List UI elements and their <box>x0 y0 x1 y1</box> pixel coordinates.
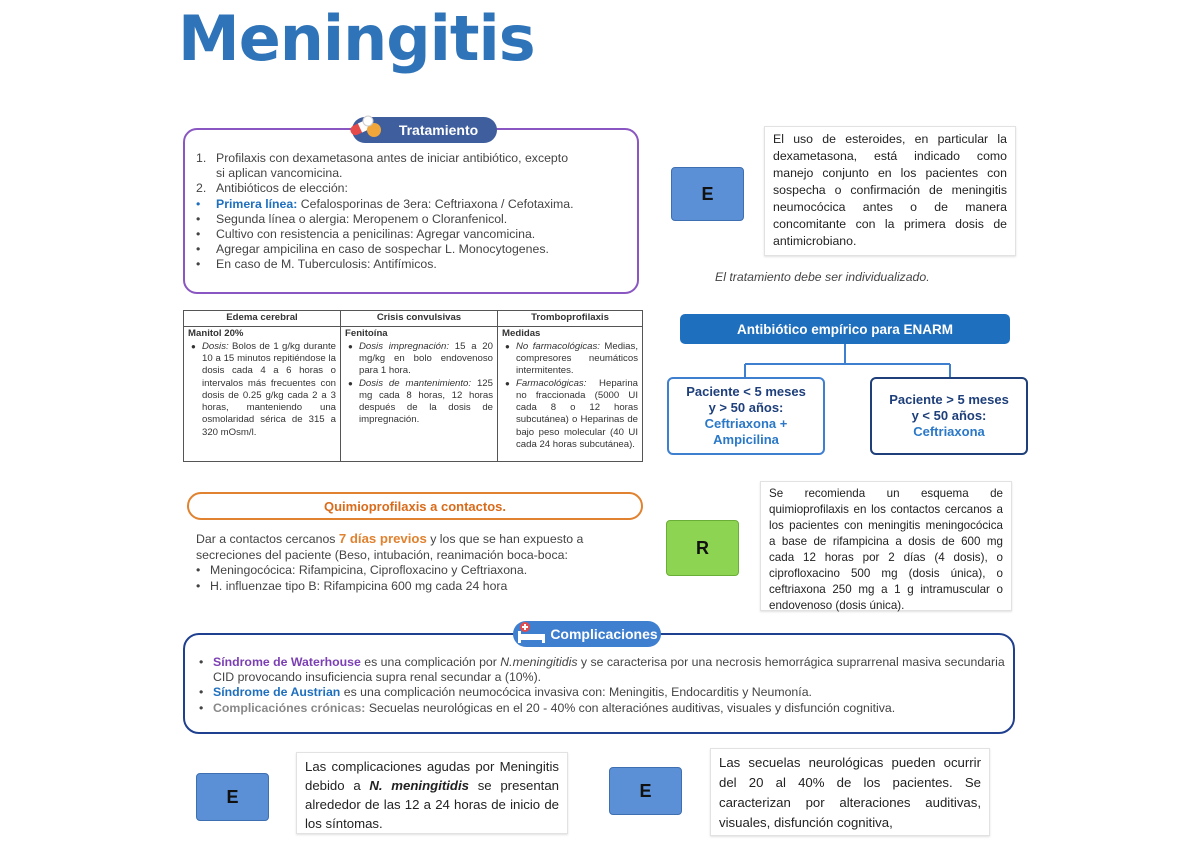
secuelas-note: Las secuelas neurológicas pueden ocurrir del 20 al 40% de los pacientes. Se caracterizan por alteraciones auditivas, visuales, disfunción cognitiva, <box>710 748 990 836</box>
list-item: • En caso de M. Tuberculosis: Antifímicos. <box>196 257 437 272</box>
complicaciones-list <box>196 655 1008 716</box>
page-title: Meningitis <box>178 2 535 75</box>
manejo-table <box>183 310 643 462</box>
complicaciones-header-label: Complicaciones <box>550 626 658 642</box>
table-header: Crisis convulsivas <box>341 311 498 327</box>
list-item: • H. influenzae tipo B: Rifampicina 600 mg cada 24 hora <box>196 579 636 595</box>
hospital-bed-icon <box>515 621 549 647</box>
antibiotico-mayores-box: Paciente > 5 meses y < 50 años: Ceftriaxona <box>870 377 1028 455</box>
list-item: • Agregar ampicilina en caso de sospechar L. Monocytogenes. <box>196 242 549 257</box>
list-item: 2. Antibióticos de elección: <box>196 181 348 196</box>
list-item: • Síndrome de Austrian es una complicación neumocócica invasiva con: Meningitis, Endocarditis y Neumonía. <box>196 685 1008 700</box>
recomienda-note: Se recomienda un esquema de quimioprofilaxis en los contactos cercanos a los pacientes con meningitis meningocócica a base de rifampicina a dosis de 600 mg cada 12 horas por 2 días (4 dosis), o ciprofloxacino 500 mg (dosis única), o ceftriaxona 250 mg a 1 g intramuscular o endovenoso (dosis única). <box>760 481 1012 611</box>
tratamiento-header-label: Tratamiento <box>398 122 479 138</box>
list-item: • Meningocócica: Rifampicina, Ciprofloxacino y Ceftriaxona. <box>196 563 636 579</box>
table-header: Tromboprofilaxis <box>498 311 643 327</box>
list-item: 1. Profilaxis con dexametasona antes de iniciar antibiótico, excepto <box>196 151 569 165</box>
table-cell: Manitol 20% ● Dosis: Bolos de 1 g/kg durante 10 a 15 minutos repitiéndose la dosis cada 4 a 6 horas o intervalos más frecuentes con dosis de 0.25 g/kg cada 2 a 3 horas, manteniendo una osmolaridad sérica de 315 a 320 mOsm/l. <box>184 327 341 462</box>
evidence-badge-e: E <box>609 767 682 815</box>
complicaciones-header <box>513 621 661 647</box>
list-item: • Cultivo con resistencia a penicilinas: Agregar vancomicina. <box>196 227 536 242</box>
quimio-header: Quimioprofilaxis a contactos. <box>187 492 643 520</box>
table-header: Edema cerebral <box>184 311 341 327</box>
evidence-badge-r: R <box>666 520 739 576</box>
table-cell: Fenitoína ● Dosis impregnación: 15 a 20 mg/kg en bolo endovenoso para 1 hora. ● Dosis de mantenimiento: 125 mg cada 8 horas, 12 horas después de la dosis de impregnación. <box>341 327 498 462</box>
antibiotico-menores-box: Paciente < 5 meses y > 50 años: Ceftriaxona + Ampicilina <box>667 377 825 455</box>
esteroides-note: El uso de esteroides, en particular la dexametasona, está indicado como manejo conjunto en los pacientes con sospecha o confirmación de meningitis neumocócica antes o de manera concomitante con la primera dosis de antimicrobiano. <box>764 126 1016 256</box>
list-item: si aplican vancomicina. <box>216 166 343 181</box>
evidence-badge-e: E <box>671 167 744 221</box>
pills-icon <box>346 113 386 143</box>
evidence-badge-e: E <box>196 773 269 821</box>
tratamiento-list <box>194 151 630 273</box>
individualizado-caption: El tratamiento debe ser individualizado. <box>715 270 930 284</box>
list-item: • Primera línea: Cefalosporinas de 3era: Ceftriaxona / Cefotaxima. <box>196 196 574 211</box>
table-cell: Medidas ● No farmacológicas: Medias, compresores neumáticos intermitentes. ● Farmacológicas: Heparina no fraccionada (5000 UI cada 8 o 12 horas subcutánea) o Heparinas de bajo peso molecular (40 UI cada 24 horas subcutánea). <box>498 327 643 462</box>
list-item: • Complicaciónes crónicas: Secuelas neurológicas en el 20 - 40% con alteraciónes auditivas, visuales y disfunción cognitiva. <box>196 701 1008 716</box>
quimio-text: Dar a contactos cercanos 7 días previos y los que se han expuesto a secreciones del paciente (Beso, intubación, reanimación boca-boca: • Meningocócica: Rifampicina, Ciprofloxacino y Ceftriaxona. • H. influenzae tipo B: Rifampicina 600 mg cada 24 hora <box>196 531 636 594</box>
agudas-note: Las complicaciones agudas por Meningitis debido a N. meningitidis se presentan alrededor de las 12 a 24 horas de inicio de los síntomas. <box>296 752 568 834</box>
list-item: • Síndrome de Waterhouse es una complicación por N.meningitidis y se caracterisa por una necrosis hemorrágica suprarrenal masiva secundaria CID provocando insuficiencia supra renal secundar a (10%). <box>196 655 1008 685</box>
antibiotico-header: Antibiótico empírico para ENARM <box>680 314 1010 344</box>
tratamiento-header <box>352 117 497 143</box>
list-item: • Segunda línea o alergia: Meropenem o Cloranfenicol. <box>196 211 508 226</box>
